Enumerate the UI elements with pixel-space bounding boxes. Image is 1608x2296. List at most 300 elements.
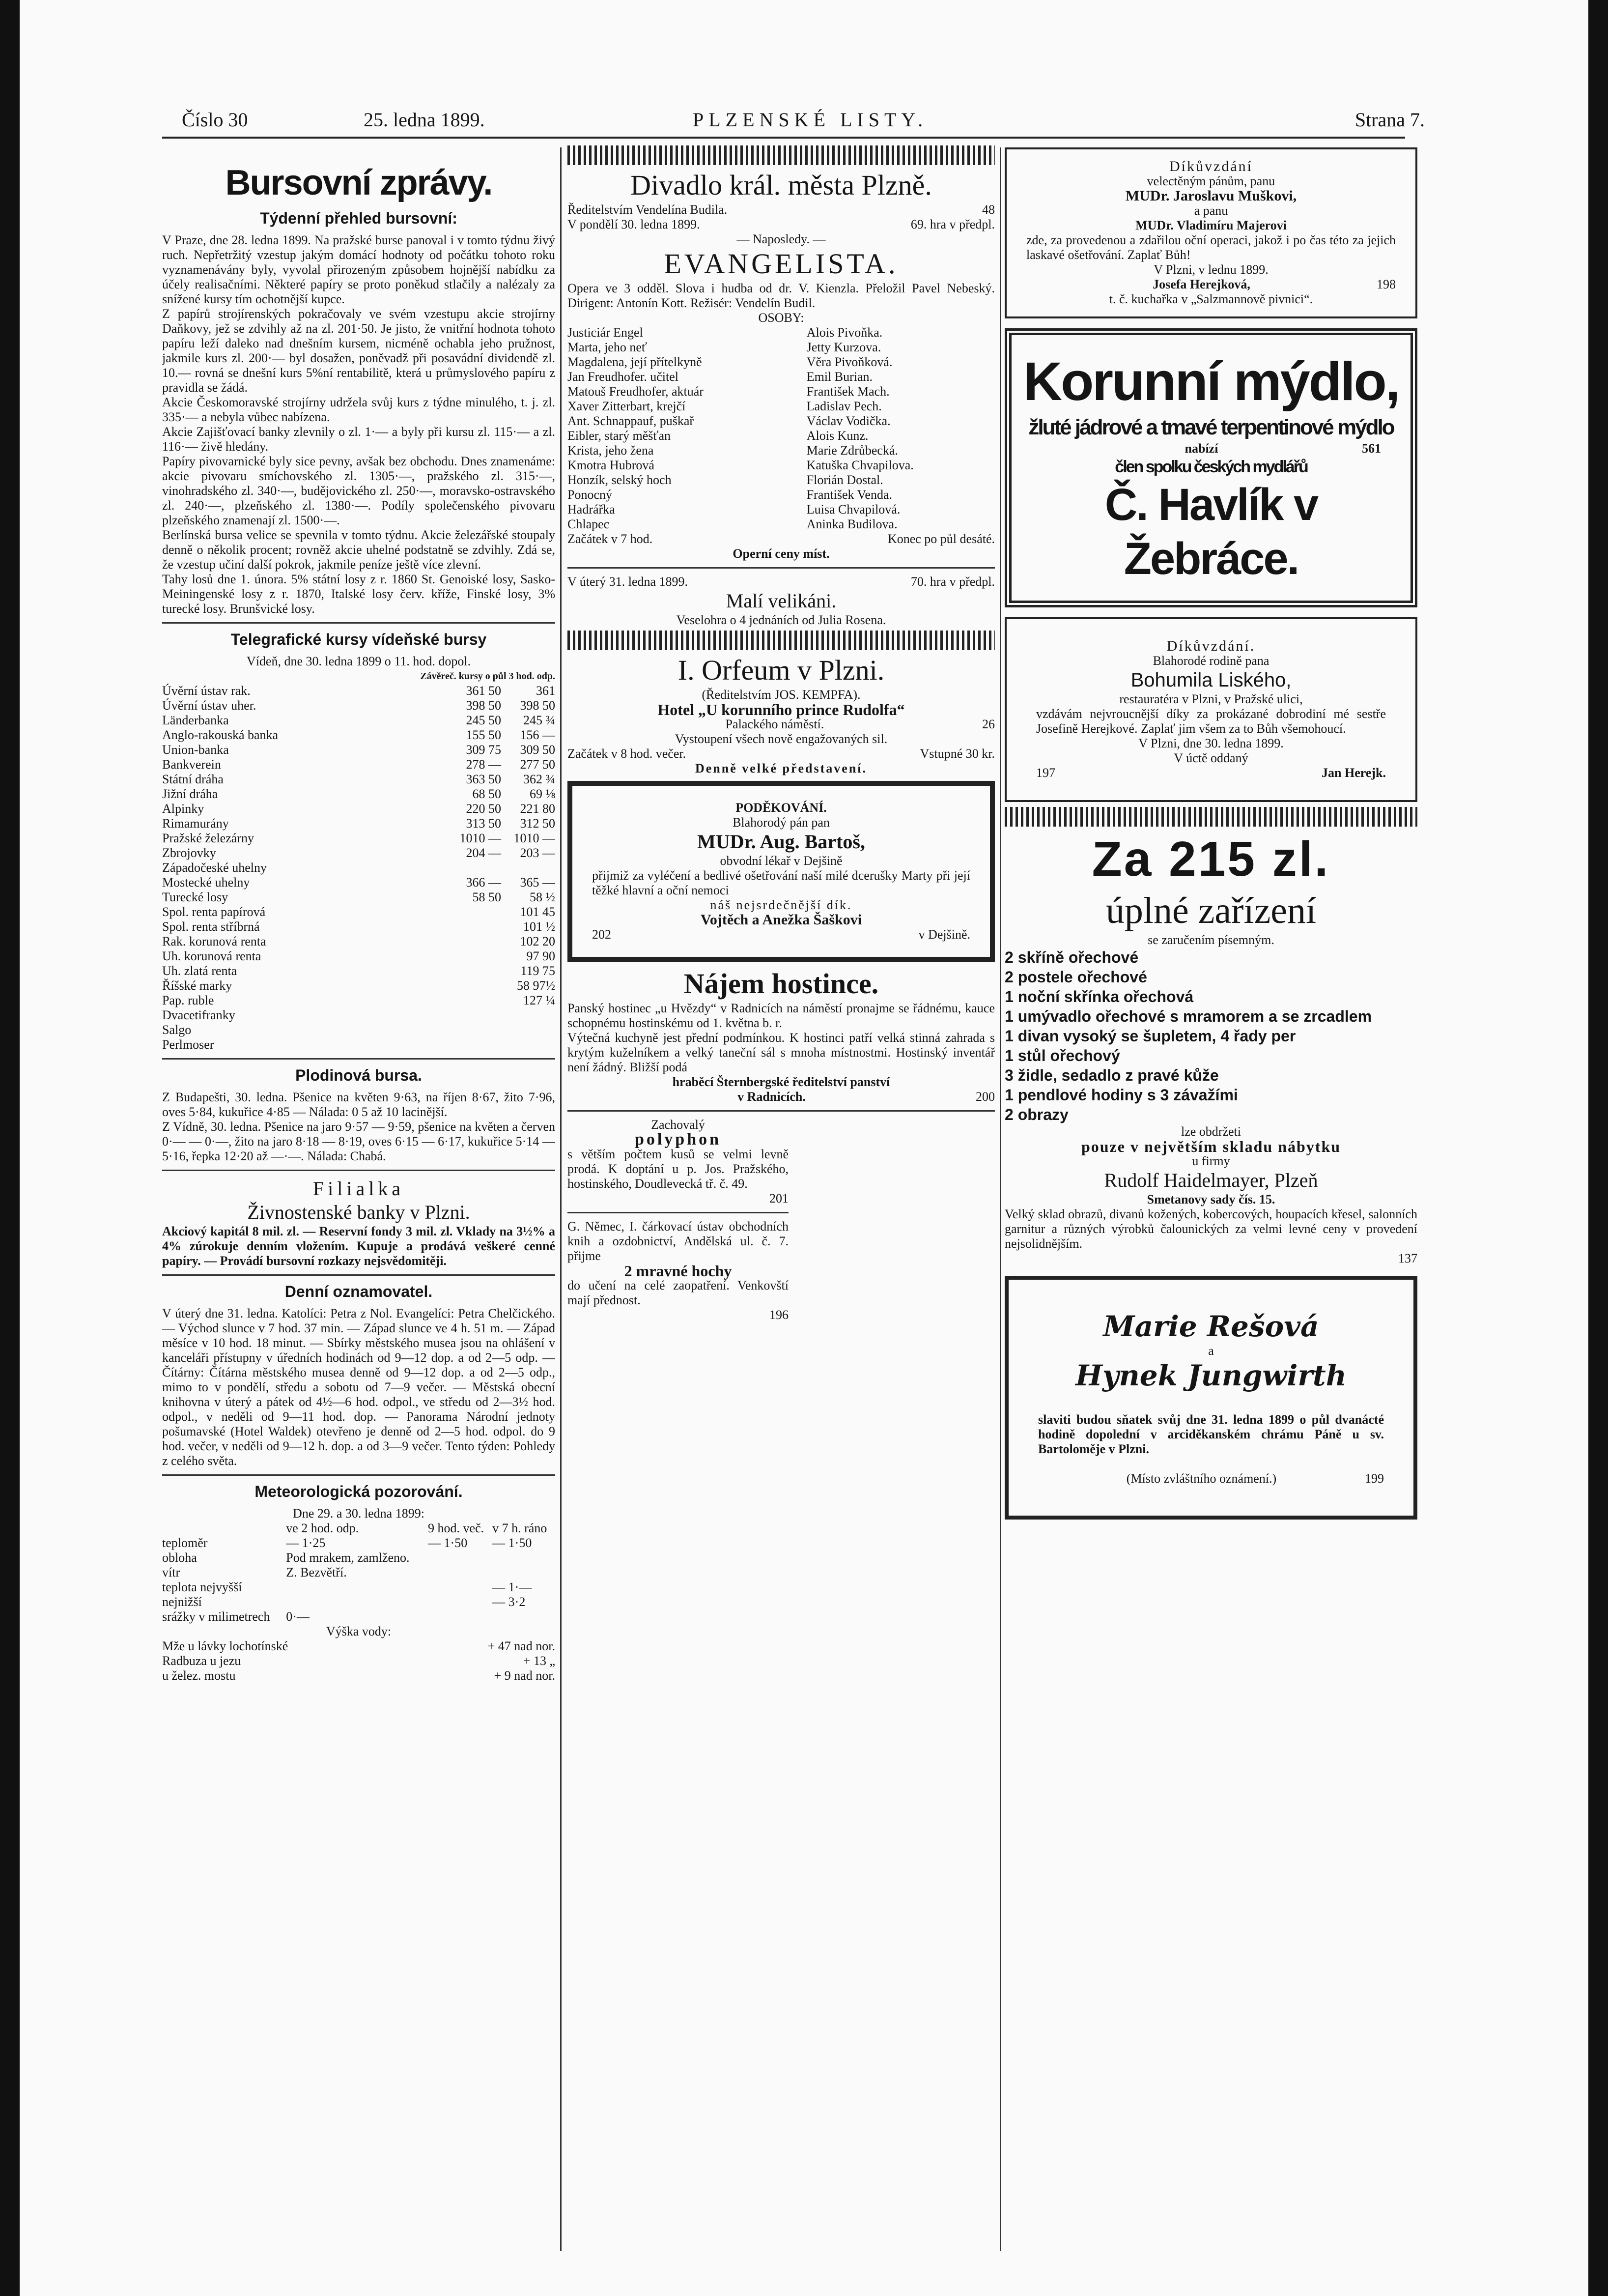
stock-name: Perlmoser — [162, 1037, 214, 1052]
stock-price — [447, 964, 501, 978]
thanks-text: náš nejsrdečnější dík. — [710, 898, 852, 912]
table-row — [162, 1609, 555, 1624]
thanks-family-lead: Blahorodé rodině pana — [1153, 654, 1269, 668]
meteo-head: ve 2 hod. odp. — [286, 1521, 359, 1535]
stock-name: Zbrojovky — [162, 846, 216, 860]
thanks-text: přijmiž za vyléčení a bedlivé ošetřování naší milé dcerušky Marty při její těžké hlavní a oční nemoci — [592, 868, 970, 897]
thanks-signature: Vojtěch a Anežka Šaškovi — [700, 912, 862, 928]
water-place: Mže u lávky lochotínské — [162, 1639, 288, 1653]
theatre-last: — Naposledy. — — [736, 232, 826, 246]
stock-price: 245 50 — [466, 713, 501, 727]
thanks-doctors-place: V Plzni, v lednu 1899. — [1154, 262, 1269, 277]
stock-name: Západočeské uhelny — [162, 861, 267, 875]
stock-price — [447, 1023, 501, 1037]
stock-price: 309 75 — [466, 743, 501, 757]
issue-date: 25. ledna 1899. — [364, 109, 485, 131]
ad-number: 26 — [982, 717, 995, 731]
daily-paragraph: V úterý dne 31. ledna. Katolíci: Petra z Nol. Evangelíci: Petra Chelčického. — Východ slunce v 7 hod. 37 min. — Západ slunce ve 4 h. 51 m. — Západ měsíce v 10 hod. 18 minut. — Sbírky městského musea jsou na ohlášení v kanceláři přístupny v úředních hodinách od 9—12 dop. a od 2—5 odp. — Čítárny: Čítárna městského musea denně od 9—12 dop. a od 2—5 odp., mimo to v pondělí, středu a sobotu od 7—9 večer. — Městská obecní knihovna v úterý a pátek od 4½—6 hod. odpol., ve středu od 2—3½ hod. odpol., v neděli od 9—11 hod. dop. — Panorama Národní jednoty pošumavské (Hotel Waldek) otevřeno je denně od 2—5 hod. odpol. do 9 hod. večer, v neděli od 9—12 h. dop. a od 3—9 večer. Tento týden: Pohledy z celého světa. — [162, 1306, 555, 1468]
apprentice-text: G. Němec, I. čárkovací ústav obchodních knih a ozdobnictví, Andělská ul. č. 7. přijme — [567, 1219, 789, 1263]
soap-maker: Č. Havlík v Žebráce. — [1104, 480, 1318, 584]
meteo-cell — [428, 1580, 492, 1595]
meteo-cell: Pod mrakem, zamlženo. — [286, 1550, 410, 1565]
table-row — [162, 728, 555, 743]
list-item: 1 umývadlo ořechové s mramorem a se zrcadlem — [1005, 1007, 1372, 1025]
table-row — [162, 743, 555, 757]
list-item: 2 skříně ořechové — [1005, 948, 1139, 966]
table-row — [162, 816, 555, 831]
table-row — [567, 488, 995, 502]
table-row — [162, 787, 555, 802]
role-name: Xaver Zitterbart, krejčí — [567, 399, 686, 413]
rent-signature: hraběcí Šternbergské ředitelství panství — [672, 1075, 890, 1089]
table-row — [162, 802, 555, 816]
table-row — [567, 443, 995, 458]
opera-title: EVANGELISTA. — [664, 248, 899, 280]
stock-name: Turecké losy — [162, 890, 228, 904]
table-row — [162, 831, 555, 846]
ad-number: 202 — [592, 927, 611, 942]
stock-price: 313 50 — [466, 816, 501, 831]
prices: Operní ceny míst. — [733, 546, 830, 561]
stock-close: 127 ¼ — [523, 993, 555, 1007]
ad-number: 561 — [1362, 441, 1381, 456]
role-name: Kmotra Hubrová — [567, 458, 654, 472]
water-place: u želez. mostu — [162, 1668, 236, 1683]
column-rule — [1000, 147, 1001, 2251]
table-row — [162, 1008, 555, 1023]
section-divider — [162, 1058, 555, 1060]
stock-close: 97 90 — [526, 949, 555, 963]
thanks-family-text: vzdávám nejvroucnější díky za prokázané dobrodiní mé sestře Josefině Herejkové. Zaplať jim všem za to Bůh všemohoucí. — [1036, 707, 1386, 736]
stock-price — [447, 1008, 501, 1023]
ad-number: 198 — [1377, 277, 1396, 291]
stock-price — [447, 919, 501, 934]
stock-close: 203 — — [520, 846, 555, 860]
role-name: Chlapec — [567, 517, 610, 531]
ornament-bar — [1005, 807, 1417, 827]
furniture-list — [1005, 947, 1417, 1124]
stock-name: Salgo — [162, 1023, 192, 1037]
stock-name: Státní dráha — [162, 772, 224, 786]
water-level: + 13 „ — [523, 1654, 555, 1668]
table-row — [567, 517, 995, 532]
stock-name: Pap. ruble — [162, 993, 214, 1007]
daily-title: Denní oznamovatel. — [284, 1283, 433, 1300]
cast-label: OSOBY: — [758, 311, 804, 325]
stock-price — [447, 1037, 501, 1052]
meteo-cell: — 1·— — [492, 1580, 532, 1594]
orfeum-daily: Denně velké představení. — [695, 761, 868, 775]
role-name: Honzík, selský hoch — [567, 473, 672, 487]
thanks-doctors-text: a panu — [1194, 203, 1228, 218]
groom-name: Hynek Jungwirth — [1075, 1359, 1347, 1392]
furniture-firm-label: u firmy — [1192, 1154, 1230, 1168]
table-row — [162, 993, 555, 1008]
stock-name: Alpinky — [162, 802, 204, 816]
stock-price: 220 50 — [466, 802, 501, 816]
stock-price — [447, 905, 501, 919]
stock-name: Rimamurány — [162, 816, 229, 831]
meteo-cell: 0·— — [286, 1609, 310, 1624]
column-rule — [560, 147, 562, 2251]
thanks-family-place: V Plzni, dne 30. ledna 1899. — [1138, 736, 1284, 750]
water-level: + 47 nad nor. — [487, 1639, 555, 1653]
list-item: 3 židle, sedadlo z pravé kůže — [1005, 1066, 1219, 1084]
table-row — [567, 399, 995, 414]
meteo-head: 9 hod. več. — [428, 1521, 484, 1535]
meteo-cell — [428, 1565, 492, 1580]
cast-table — [567, 325, 995, 532]
doctor-name: MUDr. Jaroslavu Muškovi, — [1125, 188, 1297, 204]
stock-close: 101 45 — [520, 905, 555, 919]
actor-name: Luisa Chvapilová. — [806, 502, 901, 517]
water-table — [162, 1639, 555, 1683]
soap-member: člen spolku českých mydlářů — [1115, 458, 1307, 476]
table-row — [567, 384, 995, 399]
table-row — [162, 1580, 555, 1595]
table-row — [567, 429, 995, 443]
table-row — [567, 458, 995, 473]
stock-name: Union-banka — [162, 743, 229, 757]
table-row — [162, 1037, 555, 1052]
polyphon-text: s větším počtem kusů se velmi levně prodá. K doptání u p. Jos. Pražského, hostinského, Doudlevecká tř. č. 49. — [567, 1147, 789, 1191]
apprentice-text: do učení na celé zaopatření. Venkovští mají přednost. — [567, 1278, 789, 1307]
bank-subtitle: Živnostenské banky v Plzni. — [247, 1201, 470, 1223]
stock-price — [447, 978, 501, 993]
produce-title: Plodinová bursa. — [295, 1066, 422, 1084]
stock-price: 398 50 — [466, 698, 501, 713]
telegraph-table — [162, 684, 555, 1052]
stock-name: Uh. korunová renta — [162, 949, 261, 963]
wedding-ad — [1005, 1276, 1417, 1520]
table-row — [162, 1639, 555, 1654]
thanks-doctors-text: velectěným pánům, panu — [1147, 174, 1275, 188]
stock-price: 366 — — [466, 875, 501, 890]
table-row — [162, 1565, 555, 1580]
polyphon-ad — [567, 1118, 789, 1322]
thanks-family-title: Díkůvzdání. — [1166, 638, 1256, 654]
table-row — [567, 325, 995, 340]
actor-name: Katuška Chvapilova. — [806, 458, 914, 472]
list-item: 1 pendlové hodiny s 3 závažími — [1005, 1086, 1238, 1104]
thanks-family-name: Bohumila Liského, — [1130, 669, 1292, 691]
theatre-title: Divadlo král. města Plzně. — [630, 169, 932, 201]
stock-close — [501, 1008, 555, 1023]
actor-name: Ladislav Pech. — [806, 399, 882, 413]
meteo-cell: — 1·50 — [492, 1536, 532, 1550]
thanks-lead: Blahorodý pán pan — [733, 815, 830, 830]
stock-close: 309 50 — [520, 743, 555, 757]
meteo-cell: — 3·2 — [492, 1595, 526, 1609]
rent-title: Nájem hostince. — [683, 968, 879, 1000]
section-divider — [162, 622, 555, 624]
ad-number: 199 — [1365, 1471, 1384, 1486]
theatre-date: V pondělí 30. ledna 1899. — [567, 217, 700, 231]
meteo-cell — [286, 1595, 428, 1609]
stock-name: Länderbanka — [162, 713, 229, 727]
page-number: Strana 7. — [1354, 109, 1425, 131]
ad-number: 196 — [769, 1308, 789, 1322]
soap-ad — [1005, 328, 1417, 607]
stock-close — [501, 1023, 555, 1037]
soap-offer: nabízí — [1185, 441, 1218, 456]
meteo-cell: srážky v milimetrech — [162, 1609, 270, 1624]
meteo-title: Meteorologická pozorování. — [254, 1483, 463, 1500]
polyphon-title: polyphon — [634, 1130, 722, 1148]
table-row — [162, 1595, 555, 1609]
column-ads — [1005, 143, 1417, 2256]
thanks-family-ad — [1005, 617, 1417, 802]
opera-info: Opera ve 3 odděl. Slova i hudba od dr. V. Kienzla. Přeložil Pavel Nebeský. Dirigent: Antonín Kott. Režisér: Vendelín Budil. — [567, 281, 995, 310]
play-title: Malí velikáni. — [726, 590, 837, 612]
stock-price: 363 50 — [466, 772, 501, 786]
stock-name: Uh. zlatá renta — [162, 964, 237, 978]
stock-close: 101 ½ — [523, 919, 555, 934]
actor-name: Václav Vodička. — [806, 414, 891, 428]
newspaper-title: PLZENSKÉ LISTY. — [693, 109, 928, 131]
stock-name: Mostecké uhelny — [162, 875, 250, 890]
stock-close: 102 20 — [520, 934, 555, 948]
thanks-doctors-signature: Josefa Herejková, — [1153, 277, 1250, 291]
table-row — [162, 1654, 555, 1668]
stock-name: Anglo-rakouská banka — [162, 728, 279, 742]
meteo-cell: teplota nejvyšší — [162, 1580, 242, 1594]
stock-close: 277 50 — [520, 757, 555, 772]
actor-name: Marie Zdrůbecká. — [806, 443, 898, 458]
meteo-table — [162, 1521, 555, 1624]
issue-number: Číslo 30 — [182, 109, 248, 131]
furniture-address: Smetanovy sady čís. 15. — [1147, 1192, 1275, 1206]
stock-close: 58 ½ — [530, 890, 555, 904]
table-row — [567, 414, 995, 429]
furniture-firm-name: Rudolf Haidelmayer, Plzeň — [1104, 1169, 1318, 1191]
actor-name: Florián Dostal. — [806, 473, 883, 487]
stock-name: Říšské marky — [162, 978, 232, 993]
weekly-title: Týdenní přehled bursovní: — [260, 209, 457, 227]
table-row — [567, 473, 995, 488]
soap-subtitle: žluté jádrové a tmavé terpentinové mýdlo — [1028, 415, 1394, 439]
actor-name: Emil Burian. — [806, 370, 873, 384]
soap-title: Korunní mýdlo, — [1023, 351, 1399, 412]
meteo-subtitle: Dne 29. a 30. ledna 1899: — [293, 1506, 424, 1521]
thanks-doctors-role: t. č. kuchařka v „Salzmannově pivnici“. — [1109, 292, 1313, 306]
meteo-head: v 7 h. ráno — [492, 1521, 547, 1535]
weekly-paragraph: V Praze, dne 28. ledna 1899. Na pražské burse panoval i v tomto týdnu živý ruch. Nepřetržitý vzestup jakým domácí hodnoty od počátku tohoto roku vyznamenávány byly, vyvolal přirozeným způsobem hojnější nabídku za účely realisačními. Některé papíry se proto poněkud stlačily a nalézaly za snížené kursy tím ochotnější kupce. — [162, 233, 555, 306]
table-row — [162, 919, 555, 934]
ornament-bar — [567, 631, 995, 650]
role-name: Justiciár Engel — [567, 325, 643, 340]
section-divider — [162, 1170, 555, 1171]
orfeum-director: (Ředitelstvím JOS. KEMPFA). — [702, 688, 861, 702]
weekly-paragraph: Berlínská bursa velice se spevnila v tomto týdnu. Akcie železářské stoupaly denně o několik procent; rovněž akcie uhelné podstatně se zdvihly. Zdá se, že vzestup učiní další pokrok, jakmile peníze ještě více zlevní. — [162, 528, 555, 572]
ad-number: 200 — [976, 1090, 995, 1104]
table-row — [162, 890, 555, 905]
theatre-subscription: 69. hra v předpl. — [910, 217, 995, 231]
ornament-bar — [567, 145, 995, 165]
role-name: Marta, jeho neť — [567, 340, 647, 354]
actor-name: František Venda. — [806, 488, 892, 502]
column-events — [567, 143, 995, 2256]
wedding-note: (Místo zvláštního oznámení.) — [1126, 1471, 1277, 1486]
thanks-doctors-title: Díkůvzdání — [1169, 158, 1253, 174]
table-row — [162, 846, 555, 861]
actor-name: Alois Pivoňka. — [806, 325, 883, 340]
role-name: Jan Freudhofer. učitel — [567, 370, 678, 384]
telegraph-column-head: Závěreč. kursy o půl 3 hod. odp. — [420, 671, 555, 682]
stock-price: 278 — — [466, 757, 501, 772]
stock-price: 361 50 — [466, 684, 501, 698]
weekly-paragraph: Akcie Českomoravské strojírny udržela svůj kurs z týdne minulého, t. j. zl. 335·— a nebyla vůbec nabízena. — [162, 395, 555, 424]
role-name: Hadrářka — [567, 502, 615, 517]
table-row — [567, 502, 995, 517]
ad-number: 48 — [982, 202, 995, 217]
table-row — [162, 905, 555, 919]
thanks-place: v Dejšině. — [918, 927, 970, 942]
apprentice-title: 2 mravné hochy — [624, 1262, 732, 1280]
table-row — [162, 684, 555, 698]
table-row — [162, 934, 555, 949]
furniture-text: Velký sklad obrazů, divanů kožených, kobercových, houpacích křesel, salonních garnitur a různých výrobků čalounických za velmi levné ceny v provedení nejsolidnějším. — [1005, 1207, 1417, 1251]
produce-paragraph: Z Budapešti, 30. ledna. Pšenice na květen 9·63, na říjen 8·67, žito 7·96, oves 5·84, kukuřice 4·85 — Nálada: 0 5 až 10 lacinější. — [162, 1090, 555, 1119]
table-row — [567, 355, 995, 370]
polyphon-lead: Zachovalý — [651, 1118, 705, 1132]
stock-name: Dvacetifranky — [162, 1008, 235, 1022]
bride-name: Marie Rešová — [1103, 1310, 1319, 1343]
meteo-cell: vítr — [162, 1565, 180, 1579]
water-title: Výška vody: — [326, 1624, 392, 1638]
thanks-name: MUDr. Aug. Bartoš, — [697, 831, 865, 853]
list-item: 1 stůl ořechový — [1005, 1047, 1120, 1064]
stock-close: 119 75 — [520, 964, 555, 978]
stock-name: Spol. renta papírová — [162, 905, 266, 919]
table-row — [567, 340, 995, 355]
meteo-cell: obloha — [162, 1550, 197, 1565]
stock-name: Úvěrní ústav uher. — [162, 698, 256, 713]
orfeum-start: Začátek v 8 hod. večer. — [567, 746, 686, 761]
thanks-family-role: restauratéra v Plzni, v Pražské ulici, — [1119, 692, 1303, 706]
role-name: Magdalena, její přítelkyně — [567, 355, 702, 369]
rent-text: Panský hostinec „u Hvězdy“ v Radnicích na náměstí pronajme se řádnému, kauce schopnému hostinskému od 1. května b. r. — [567, 1001, 995, 1030]
page-header — [182, 105, 1425, 135]
header-rule — [162, 137, 1405, 139]
thanks-ad — [567, 781, 995, 962]
role-name: Eibler, starý měšťan — [567, 429, 671, 443]
meteo-cell — [286, 1580, 428, 1595]
table-row — [162, 949, 555, 964]
stock-close: 398 50 — [520, 698, 555, 713]
stock-name: Spol. renta stříbrná — [162, 919, 260, 934]
bank-paragraph: Akciový kapitál 8 mil. zl. — Reservní fondy 3 mil. zl. Vklady na 3½% a 4% zúrokuje denním vložením. Kupuje a prodává veškeré cenné papíry. — Provádí bursovní rozkazy nejsvědomitěji. — [162, 1224, 555, 1268]
meteo-cell: — 1·25 — [286, 1536, 326, 1550]
table-row — [162, 978, 555, 993]
table-row — [162, 875, 555, 890]
meteo-cell: teploměr — [162, 1536, 208, 1550]
theatre-director: Ředitelstvím Vendelína Budila. — [567, 202, 728, 217]
stock-price — [447, 949, 501, 964]
stock-close: 1010 — — [513, 831, 555, 845]
stock-close: 156 — — [520, 728, 555, 742]
stock-price: 204 — — [466, 846, 501, 860]
stock-name: Bankverein — [162, 757, 221, 772]
table-row — [162, 1550, 555, 1565]
role-name: Ant. Schnappauf, puškař — [567, 414, 694, 428]
bursa-title: Bursovní zprávy. — [225, 163, 492, 202]
section-divider — [567, 1110, 995, 1112]
meteo-cell — [492, 1609, 555, 1624]
thanks-family-respect: V úctě oddaný — [1174, 751, 1248, 765]
wedding-text: slaviti budou sňatek svůj dne 31. ledna 1899 o půl dvanácté hodině dopolední v arciděkanském chrámu Páně u sv. Bartoloměje v Plzni. — [1038, 1412, 1384, 1456]
thanks-doctors-ad — [1005, 147, 1417, 318]
stock-price: 1010 — — [459, 831, 501, 845]
weekly-paragraph: Tahy losů dne 1. února. 5% státní losy z r. 1860 St. Genoiské losy, Sasko-Meiningenské losy z r. 1870, Italské losy červ. kříže, Finské losy, 3% turecké losy. Brunšvické losy. — [162, 572, 555, 616]
role-name: Krista, jeho žena — [567, 443, 654, 458]
stock-price: 155 50 — [466, 728, 501, 742]
list-item: 1 divan vysoký se šupletem, 4 řady per — [1005, 1027, 1296, 1045]
telegraph-subtitle: Vídeň, dne 30. ledna 1899 o 11. hod. dopol. — [246, 654, 471, 668]
thanks-title: PODĚKOVÁNÍ. — [735, 801, 827, 815]
stock-price — [447, 861, 501, 875]
meteo-cell — [492, 1565, 555, 1580]
meteo-cell: — 1·50 — [428, 1536, 468, 1550]
doctor-name: MUDr. Vladimíru Majerovi — [1135, 218, 1287, 232]
actor-name: Jetty Kurzova. — [806, 340, 881, 354]
stock-close: 312 50 — [520, 816, 555, 831]
stock-close: 365 — — [520, 875, 555, 890]
theatre-subscription: 70. hra v předpl. — [910, 574, 995, 589]
role-name: Matouš Freudhofer, aktuár — [567, 384, 704, 399]
furniture-subtitle: úplné zařízení — [1105, 890, 1317, 931]
weekly-paragraph: Z papírů strojírenských pokračovaly ve svém vzestupu akcie strojírny Daňkovy, jež se zdvihly až na zl. 201·50. Je jisto, že vnitřní hodnota tohoto papíru leží daleko nad dnešním kursem, nicméně ochabla jeho pružnost, jakmile kurs zl. 200·— byl dosažen, poněvadž při posavádní dividendě zl. 10.— rovná se dnešní kurs 5%ní rentabilitě, která u průmyslového papíru z pravidla se žádá. — [162, 307, 555, 395]
stock-price — [447, 934, 501, 949]
section-divider — [162, 1274, 555, 1276]
weekly-paragraph: Papíry pivovarnické byly sice pevny, avšak bez obchodu. Dnes znamenáme: akcie pivovaru smíchovského zl. 1305·—, pražského zl. 315·—, vinohradského zl. 340·—, budějovického zl. 250·—, moravsko-ostravského zl. 240·—, plzeňského zl. 1380·—. Podíly společenského pivovaru plzeňského znamenají zl. 1500·—. — [162, 454, 555, 527]
actor-name: František Mach. — [806, 384, 890, 399]
stock-close: 221 80 — [520, 802, 555, 816]
actor-name: Alois Kunz. — [806, 429, 869, 443]
role-name: Ponocný — [567, 488, 612, 502]
thanks-role: obvodní lékař v Dejšině — [720, 854, 843, 868]
start-time: Začátek v 7 hod. — [567, 532, 653, 546]
ad-number: 197 — [1036, 766, 1055, 780]
table-row — [162, 713, 555, 728]
stock-price: 58 50 — [472, 890, 501, 904]
stock-close: 58 97½ — [517, 978, 555, 993]
actor-name: Věra Pivoňková. — [806, 355, 893, 369]
list-item: 2 obrazy — [1005, 1106, 1069, 1123]
table-row — [162, 964, 555, 978]
section-divider — [162, 1474, 555, 1476]
orfeum-hotel: Hotel „U korunního prince Rudolfa“ — [657, 701, 905, 718]
stock-close — [501, 1037, 555, 1052]
meteo-cell — [428, 1550, 492, 1565]
table-row — [162, 1023, 555, 1037]
furniture-where: pouze v největším skladu nábytku — [1081, 1138, 1341, 1155]
column-finance — [162, 143, 555, 2256]
table-row — [162, 772, 555, 787]
ad-number: 137 — [1398, 1251, 1417, 1265]
bank-title: Filialka — [312, 1177, 405, 1200]
thanks-doctors-text: zde, za provedenou a zdařilou oční operaci, jakož i po čas této za jejich laskavé ošetřování. Zaplať Bůh! — [1026, 233, 1396, 262]
table-row — [162, 1536, 555, 1550]
stock-name: Úvěrní ústav rak. — [162, 684, 251, 698]
rent-text: Výtečná kuchyně jest přední podmínkou. K hostinci patří velká stinná zahrada s krytým kuželníkem a velký taneční sál s mnoha místnostmi. Hostinský inventář není žádný. Bližší podá — [567, 1031, 995, 1074]
end-time: Konec po půl desáté. — [887, 532, 995, 546]
meteo-cell — [428, 1595, 492, 1609]
water-level: + 9 nad nor. — [494, 1668, 555, 1683]
stock-name: Jižní dráha — [162, 787, 218, 801]
orfeum-title: I. Orfeum v Plzni. — [677, 654, 885, 686]
stock-close — [501, 861, 555, 875]
